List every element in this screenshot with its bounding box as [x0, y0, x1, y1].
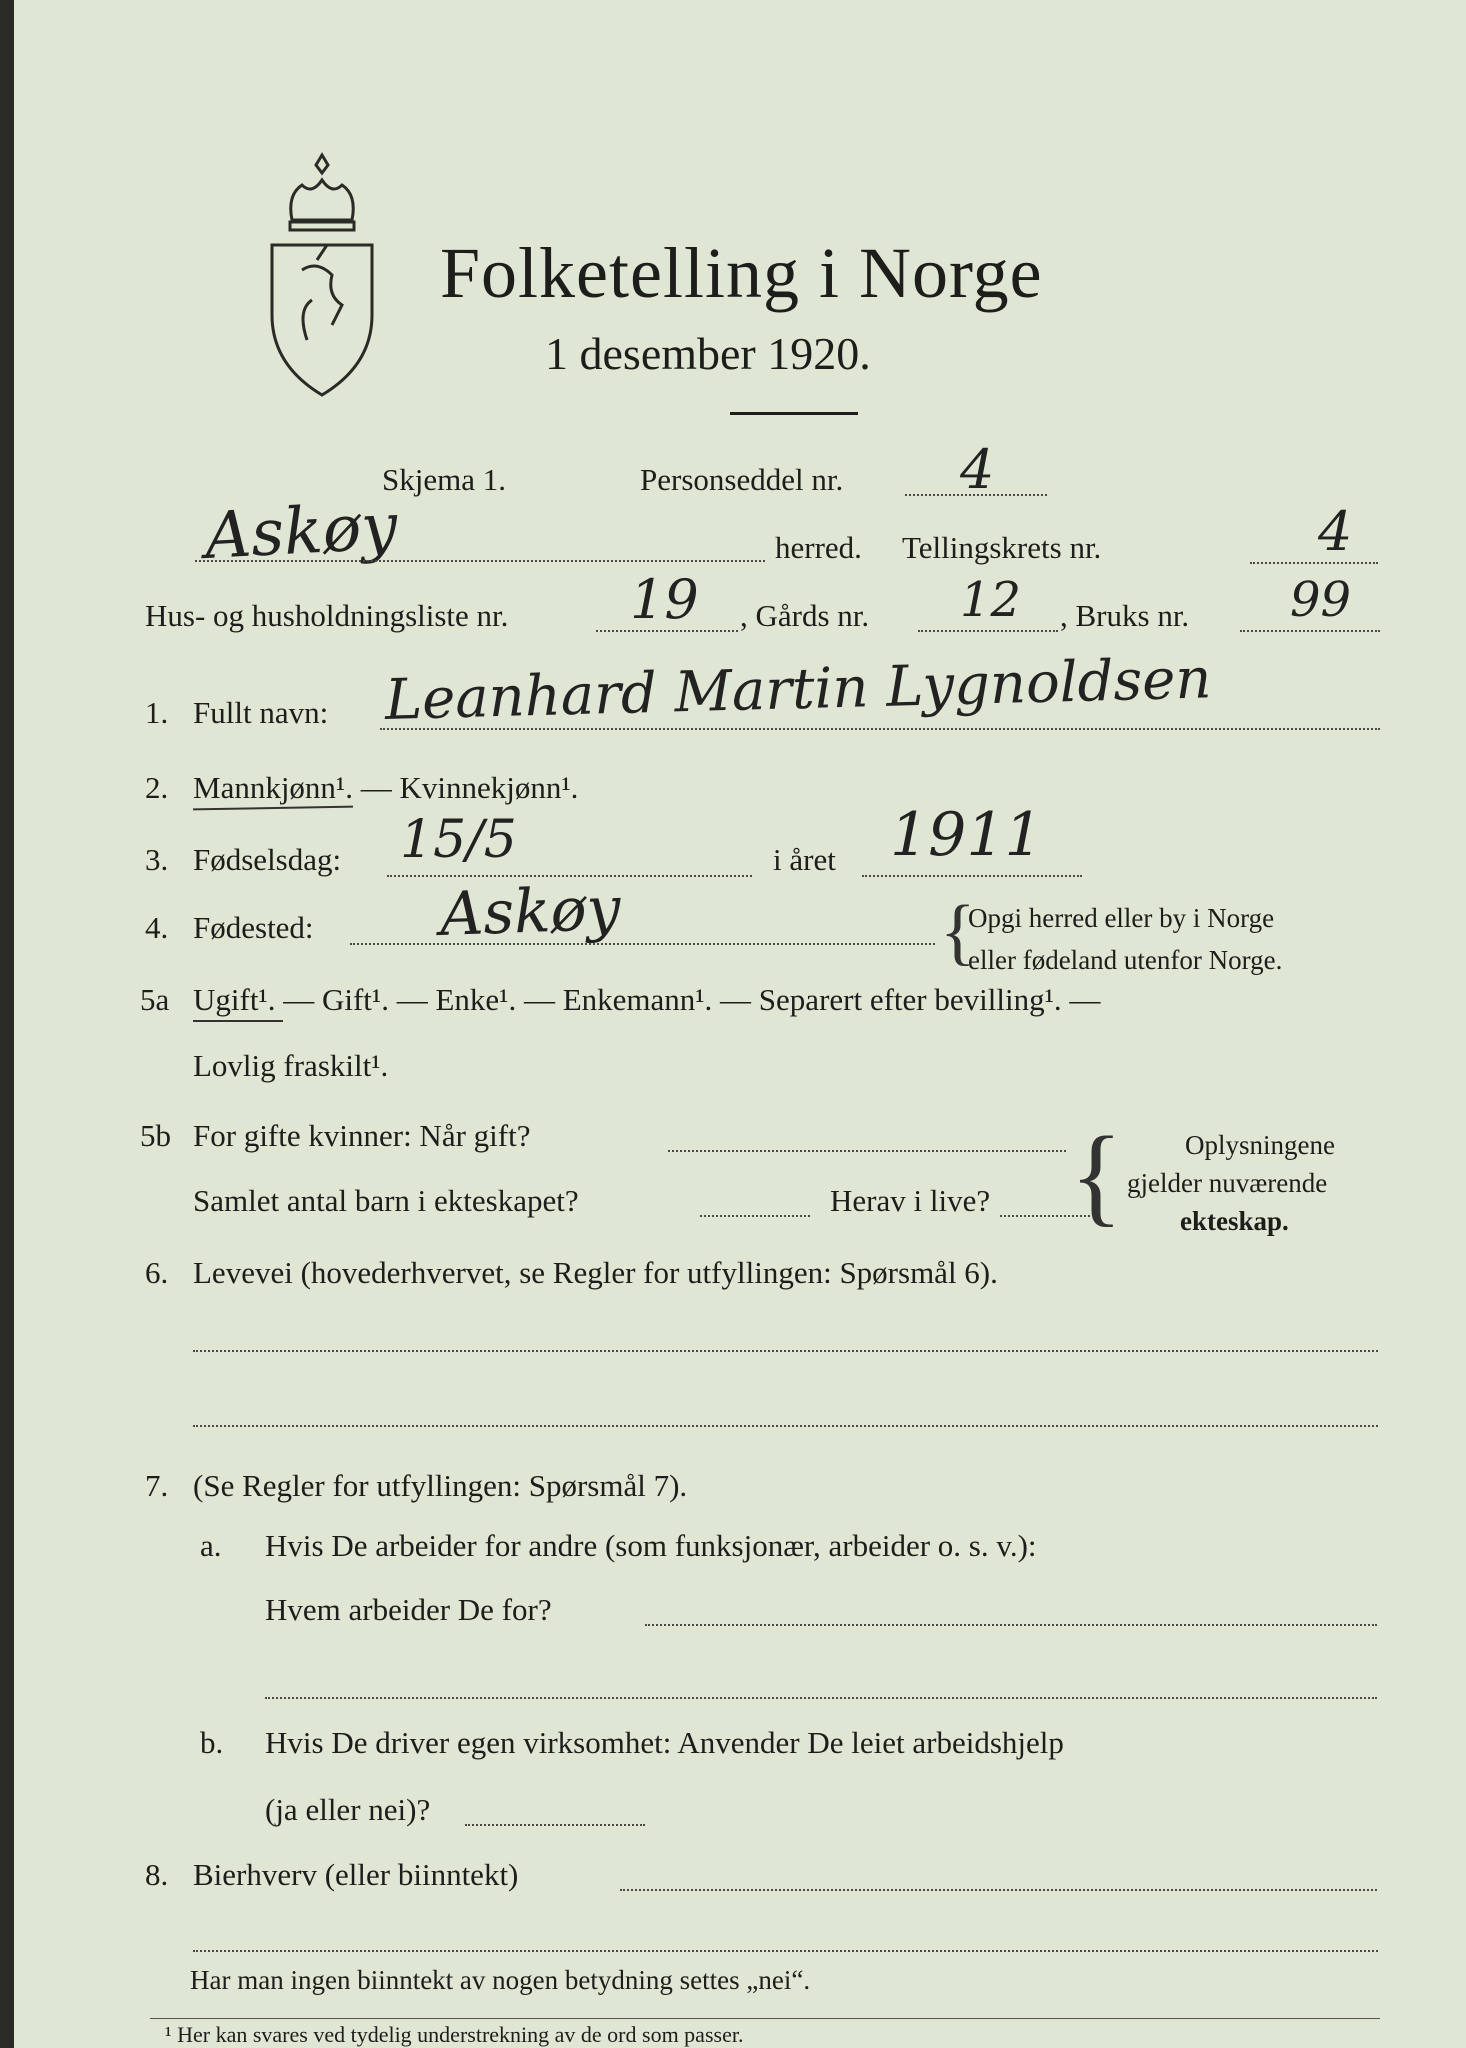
form-title: Folketelling i Norge: [440, 233, 1043, 313]
personseddel-label: Personseddel nr.: [640, 462, 844, 497]
bruks-value[interactable]: 99: [1290, 572, 1352, 628]
herred-value[interactable]: Askøy: [203, 489, 400, 574]
q7b-label-2: (ja eller nei)?: [265, 1792, 431, 1827]
q4-note-1: Opgi herred eller by i Norge: [968, 903, 1275, 933]
q6-line-1: [193, 1350, 1378, 1352]
q5b-note-3: ekteskap.: [1180, 1206, 1289, 1236]
q5a-label-2: Lovlig fraskilt¹.: [193, 1048, 389, 1083]
q5b-label: For gifte kvinner: Når gift?: [193, 1118, 531, 1153]
marital-status-options: Ugift¹. — Gift¹. — Enke¹. — Enkemann¹. — Separert efter bevilling¹. —: [193, 982, 1101, 1017]
marital-underline-mark: [193, 1020, 283, 1022]
q7-label: (Se Regler for utfyllingen: Spørsmål 7).: [193, 1468, 688, 1503]
gards-value[interactable]: 12: [960, 572, 1022, 628]
q4-label: Fødested:: [193, 910, 314, 945]
q4-note-2: eller fødeland utenfor Norge.: [968, 945, 1283, 975]
q8-line-2: [193, 1950, 1378, 1952]
birthplace-value[interactable]: Askøy: [438, 873, 622, 950]
q7b-label: Hvis De driver egen virksomhet: Anvender De leiet arbeidshjelp: [265, 1725, 1064, 1760]
hus-label: Hus- og husholdningsliste nr.: [145, 598, 509, 633]
footnote-rule: [150, 2018, 1380, 2019]
q8-label: Bierhverv (eller biinntekt): [193, 1857, 519, 1892]
birthday-value[interactable]: 15/5: [400, 810, 517, 870]
q4-brace: {: [940, 891, 976, 973]
footer-note: Har man ingen biinntekt av nogen betydning settes „nei“.: [190, 1965, 811, 1995]
scan-edge: [0, 0, 14, 2048]
gender-underline-mark: [193, 806, 353, 811]
q5b-note-2: gjelder nuværende: [1127, 1168, 1328, 1198]
q2-number: 2.: [145, 770, 169, 805]
q5b-brace: {: [1070, 1114, 1123, 1236]
q6-number: 6.: [145, 1255, 169, 1290]
q5b-note-1: Oplysningene: [1185, 1130, 1335, 1160]
bruks-label: , Bruks nr.: [1060, 598, 1190, 633]
q5a-number: 5a: [140, 982, 170, 1017]
q7-number: 7.: [145, 1468, 169, 1503]
coat-of-arms-icon: [262, 150, 382, 400]
hus-value[interactable]: 19: [630, 568, 699, 631]
birth-year-value[interactable]: 1911: [890, 800, 1043, 870]
herred-line: [195, 560, 765, 562]
census-date: 1 desember 1920.: [545, 328, 871, 379]
q5b-line-1: [668, 1150, 1066, 1152]
q8-number: 8.: [145, 1857, 169, 1892]
q7a-line-2: [265, 1697, 1377, 1699]
q4-number: 4.: [145, 910, 169, 945]
q7b-number: b.: [200, 1725, 224, 1760]
full-name-value[interactable]: Leanhard Martin Lygnoldsen: [384, 646, 1213, 733]
personseddel-value[interactable]: 4: [960, 438, 995, 501]
title-rule: [730, 412, 858, 415]
q5b-line-2: [700, 1215, 810, 1217]
q6-label: Levevei (hovederhvervet, se Regler for utfyllingen: Spørsmål 6).: [193, 1255, 998, 1290]
gards-label: , Gårds nr.: [740, 598, 870, 633]
q1-label: Fullt navn:: [193, 695, 329, 730]
q7b-line: [465, 1824, 645, 1826]
schema-label: Skjema 1.: [382, 462, 506, 497]
year-line: [862, 875, 1082, 877]
q5b-label-2: Samlet antal barn i ekteskapet?: [193, 1183, 579, 1218]
gards-line: [918, 630, 1058, 632]
q3-number: 3.: [145, 842, 169, 877]
q5b-label-3: Herav i live?: [830, 1183, 991, 1218]
tellingskrets-value[interactable]: 4: [1318, 500, 1353, 563]
tellingskrets-label: Tellingskrets nr.: [902, 530, 1102, 565]
q3-label: Fødselsdag:: [193, 842, 342, 877]
q5b-number: 5b: [140, 1118, 171, 1153]
q7a-line-1: [645, 1624, 1377, 1626]
year-label: i året: [773, 842, 836, 877]
q7a-label-2: Hvem arbeider De for?: [265, 1592, 552, 1627]
q6-line-2: [193, 1425, 1378, 1427]
herred-label: herred.: [775, 530, 862, 565]
q4-line: [350, 943, 935, 945]
bruks-line: [1240, 630, 1380, 632]
gender-options: Mannkjønn¹. — Kvinnekjønn¹.: [193, 770, 579, 805]
q7a-number: a.: [200, 1528, 222, 1563]
footnote: ¹ Her kan svares ved tydelig understrekning av de ord som passer.: [165, 2022, 744, 2047]
q1-number: 1.: [145, 695, 169, 730]
q8-line-1: [620, 1889, 1377, 1891]
q7a-label: Hvis De arbeider for andre (som funksjonær, arbeider o. s. v.):: [265, 1528, 1037, 1563]
tellingskrets-line: [1250, 562, 1378, 564]
